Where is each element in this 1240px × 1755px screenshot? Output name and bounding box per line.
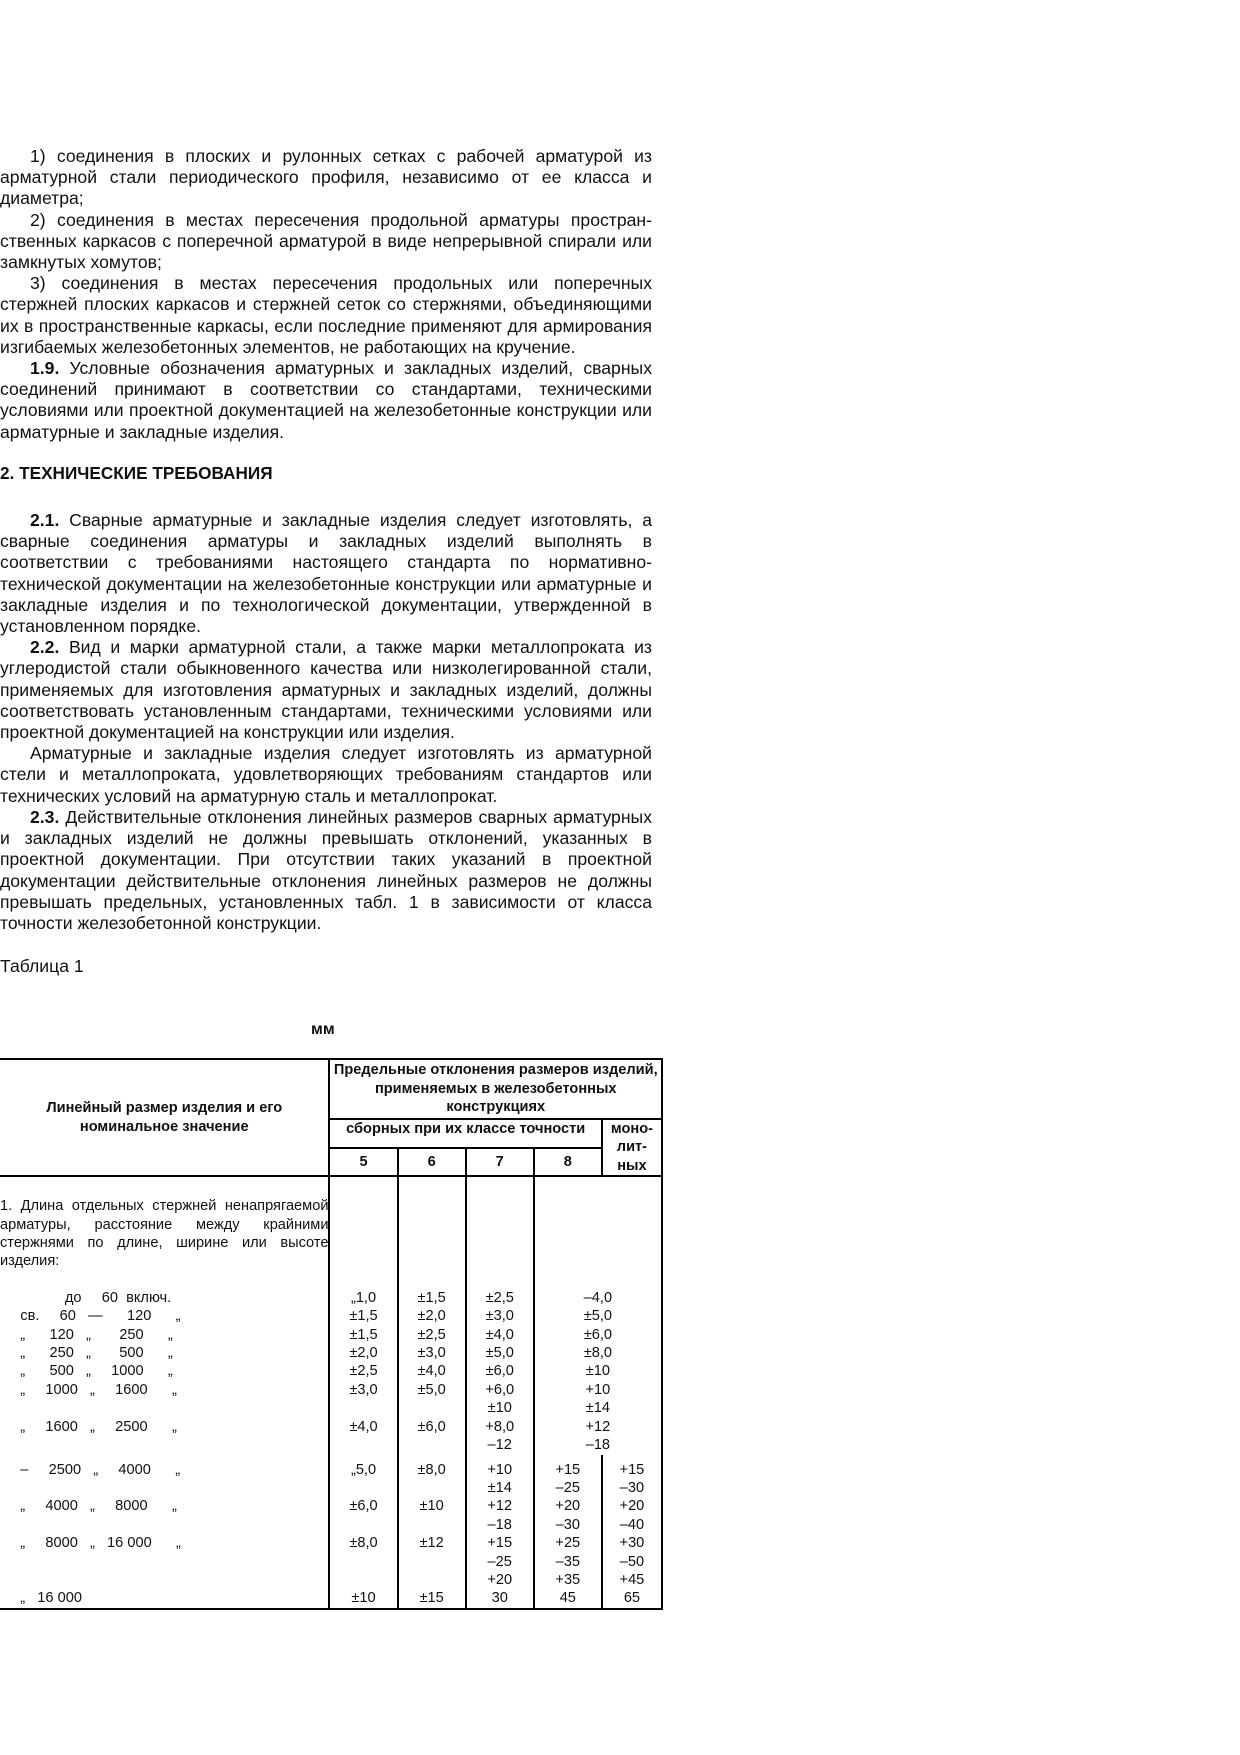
- value-cell: ±5,0: [466, 1344, 534, 1362]
- value-cell: +15: [602, 1455, 662, 1479]
- value-cell: ±1,5: [329, 1307, 397, 1325]
- value-cell: ±3,0: [398, 1344, 466, 1362]
- table-row: [0, 1326, 662, 1344]
- value-cell: [329, 1571, 397, 1589]
- paragraph-2: 2) соединения в местах пересечения продольной арматуры простран-ственных каркасов с поперечной арматурой в виде непрерывной спирали или замкнутых хомутов;: [0, 209, 652, 273]
- table-row: [0, 1289, 662, 1307]
- value-cell: +35: [534, 1571, 602, 1589]
- value-cell: +15: [466, 1534, 534, 1552]
- value-cell: ±3,0: [329, 1381, 397, 1399]
- value-cell: ±1,5: [398, 1289, 466, 1307]
- paragraph-2-2-continued: Арматурные и закладные изделия следует изготовлять из арматурной стели и металлопроката, удовлетворяющих требованиям стандартов или технических условий на арматурную сталь и металлопрокат.: [0, 743, 652, 806]
- value-cell: 65: [602, 1589, 662, 1608]
- value-cell: ±6,0: [329, 1497, 397, 1515]
- table-row: [0, 1344, 662, 1362]
- range-cell: – 2500 „ 4000 „: [0, 1455, 329, 1479]
- value-cell: ±2,5: [329, 1362, 397, 1380]
- table-row: [0, 1307, 662, 1325]
- range-cell: св. 60 — 120 „: [0, 1307, 329, 1325]
- range-cell: „ 16 000: [0, 1589, 329, 1608]
- value-cell: 45: [534, 1589, 602, 1608]
- value-cell: ±6,0: [466, 1362, 534, 1380]
- value-cell: [329, 1399, 397, 1417]
- value-cell: +20: [534, 1497, 602, 1515]
- table-row: [0, 1436, 662, 1454]
- value-cell-merged: +12: [534, 1418, 662, 1436]
- range-cell: „ 8000 „ 16 000 „: [0, 1534, 329, 1552]
- range-cell: [0, 1516, 329, 1534]
- value-cell: ±4,0: [398, 1362, 466, 1380]
- value-cell-merged: ±6,0: [534, 1326, 662, 1344]
- paragraph-2-2: [0, 637, 652, 743]
- header-monolithic: моно-лит-ных: [602, 1119, 662, 1176]
- table-row: [0, 1589, 662, 1608]
- value-cell: ±12: [398, 1534, 466, 1552]
- range-cell: [0, 1553, 329, 1571]
- value-cell-merged: ±8,0: [534, 1344, 662, 1362]
- value-cell: ±2,5: [398, 1326, 466, 1344]
- clause-number: 1.9.: [30, 358, 60, 379]
- header-class-6: 6: [398, 1148, 466, 1177]
- table-unit: мм: [311, 1021, 335, 1038]
- value-cell: [329, 1553, 397, 1571]
- value-cell: ±8,0: [329, 1534, 397, 1552]
- value-cell: ±2,0: [398, 1307, 466, 1325]
- range-cell: [0, 1399, 329, 1417]
- clause-text: Сварные арматурные и закладные изделия следует изготовлять, а сварные соединения арматуры и закладных изделий выполнять в соответствии с требованиями настоящего стандарта по нормативно-технической документации на железобетонные конструкции или арматурные и закладные изделия и по технологической документации, утвержденной в установленном порядке.: [0, 510, 652, 637]
- value-cell: +30: [602, 1534, 662, 1552]
- value-cell: –30: [534, 1516, 602, 1534]
- value-cell: –30: [602, 1479, 662, 1497]
- header-class-8: 8: [534, 1148, 602, 1177]
- value-cell: ±4,0: [329, 1418, 397, 1436]
- value-cell: [398, 1571, 466, 1589]
- value-cell: +20: [602, 1497, 662, 1515]
- value-cell: [398, 1436, 466, 1454]
- value-cell: „1,0: [329, 1289, 397, 1307]
- table-row: [0, 1479, 662, 1497]
- table-row: [0, 1571, 662, 1589]
- value-cell: –12: [466, 1436, 534, 1454]
- clause-text: Действительные отклонения линейных размеров сварных арматурных и закладных изделий не должны превышать отклонений, указанных в проектной документации. При отсутствии таких указаний в проектной документации действительные отклонения линейных размеров не должны превышать предельных, установленных табл. 1 в зависимости от класса точности железобетонной конструкции.: [0, 806, 652, 933]
- range-cell: „ 500 „ 1000 „: [0, 1362, 329, 1380]
- value-cell: +15: [534, 1455, 602, 1479]
- value-cell: +20: [466, 1571, 534, 1589]
- header-linear-size: Линейный размер изделия и его номинальное значение: [0, 1059, 329, 1176]
- paragraph-1-9: [0, 358, 652, 443]
- paragraph-1: 1) соединения в плоских и рулонных сетках с рабочей арматурой из арматурной стали периодического профиля, независимо от ее класса и диаметра;: [0, 146, 652, 209]
- value-cell: +10: [466, 1455, 534, 1479]
- value-cell: [398, 1553, 466, 1571]
- value-cell: 30: [466, 1589, 534, 1608]
- value-cell: „5,0: [329, 1455, 397, 1479]
- value-cell: ±5,0: [398, 1381, 466, 1399]
- value-cell-merged: –18: [534, 1436, 662, 1454]
- paragraph-3: 3) соединения в местах пересечения продольных или поперечных стержней плоских каркасов и стержней сеток со стержнями, объединяющими их в пространственные каркасы, если последние применяют для армирования изгибаемых железобетонных элементов, не работающих на кручение.: [0, 273, 652, 357]
- clause-number: 2.2.: [30, 637, 60, 658]
- value-cell: –18: [466, 1516, 534, 1534]
- clause-number: 2.3.: [30, 806, 60, 827]
- table-row: [0, 1399, 662, 1417]
- value-cell: ±10: [466, 1399, 534, 1417]
- value-cell: [398, 1399, 466, 1417]
- range-cell: [0, 1571, 329, 1589]
- value-cell-merged: +10: [534, 1381, 662, 1399]
- value-cell: ±3,0: [466, 1307, 534, 1325]
- header-tolerances: Предельные отклонения размеров изделий, применяемых в железобетонных конструкциях: [329, 1059, 662, 1119]
- range-cell: „ 120 „ 250 „: [0, 1326, 329, 1344]
- table-row: [0, 1381, 662, 1399]
- table-caption: Таблица 1: [0, 956, 84, 977]
- value-cell: ±1,5: [329, 1326, 397, 1344]
- row-title: 1. Длина отдельных стержней ненапрягаемой арматуры, расстояние между крайними стержнями по длине, ширине или высоте изделия:: [0, 1176, 329, 1289]
- table-row: [0, 1497, 662, 1515]
- range-cell: до 60 включ.: [0, 1289, 329, 1307]
- header-class-5: 5: [329, 1148, 397, 1177]
- value-cell: +12: [466, 1497, 534, 1515]
- value-cell-merged: ±10: [534, 1362, 662, 1380]
- value-cell-merged: ±14: [534, 1399, 662, 1417]
- value-cell: ±8,0: [398, 1455, 466, 1479]
- paragraph-2-1: [0, 510, 652, 637]
- value-cell: –25: [534, 1479, 602, 1497]
- table-row: [0, 1553, 662, 1571]
- clause-number: 2.1.: [30, 510, 60, 531]
- value-cell: +8,0: [466, 1418, 534, 1436]
- value-cell: [398, 1479, 466, 1497]
- header-class-7: 7: [466, 1148, 534, 1177]
- value-cell: [329, 1516, 397, 1534]
- range-cell: „ 250 „ 500 „: [0, 1344, 329, 1362]
- value-cell: [329, 1479, 397, 1497]
- value-cell-merged: ±5,0: [534, 1307, 662, 1325]
- paragraph-2-3: [0, 807, 652, 934]
- value-cell: –25: [466, 1553, 534, 1571]
- range-cell: „ 1600 „ 2500 „: [0, 1418, 329, 1436]
- value-cell: –40: [602, 1516, 662, 1534]
- value-cell: +6,0: [466, 1381, 534, 1399]
- range-cell: [0, 1436, 329, 1454]
- table-row: [0, 1362, 662, 1380]
- header-prefab: сборных при их классе точности: [329, 1119, 601, 1148]
- value-cell: ±10: [329, 1589, 397, 1608]
- value-cell: –50: [602, 1553, 662, 1571]
- value-cell: ±4,0: [466, 1326, 534, 1344]
- value-cell: ±14: [466, 1479, 534, 1497]
- value-cell: ±15: [398, 1589, 466, 1608]
- value-cell: ±2,0: [329, 1344, 397, 1362]
- table-row: [0, 1534, 662, 1552]
- range-cell: „ 1000 „ 1600 „: [0, 1381, 329, 1399]
- clause-text: Вид и марки арматурной стали, а также марки металлопроката из углеродистой стали обыкновенного качества или низколегированной стали, применяемых для изготовления арматурных и закладных изделий, должны соответствовать установленным стандартами, техническими условиями или проектной документацией на конструкции или изделия.: [0, 637, 652, 743]
- value-cell: +25: [534, 1534, 602, 1552]
- tolerance-table: [0, 1058, 663, 1610]
- value-cell: ±6,0: [398, 1418, 466, 1436]
- value-cell: [398, 1516, 466, 1534]
- range-cell: „ 4000 „ 8000 „: [0, 1497, 329, 1515]
- value-cell: ±2,5: [466, 1289, 534, 1307]
- table-row: [0, 1455, 662, 1479]
- clause-text: Условные обозначения арматурных и закладных изделий, сварных соединений принимают в соответствии со стандартами, техническими условиями или проектной документацией на железобетонные конструкции или арматурные и закладные изделия.: [0, 358, 652, 442]
- section-title: 2. ТЕХНИЧЕСКИЕ ТРЕБОВАНИЯ: [0, 462, 273, 483]
- table-row: [0, 1418, 662, 1436]
- value-cell: +45: [602, 1571, 662, 1589]
- value-cell-merged: –4,0: [534, 1289, 662, 1307]
- range-cell: [0, 1479, 329, 1497]
- value-cell: ±10: [398, 1497, 466, 1515]
- document-body: [0, 146, 652, 977]
- value-cell: –35: [534, 1553, 602, 1571]
- table-row: [0, 1516, 662, 1534]
- value-cell: [329, 1436, 397, 1454]
